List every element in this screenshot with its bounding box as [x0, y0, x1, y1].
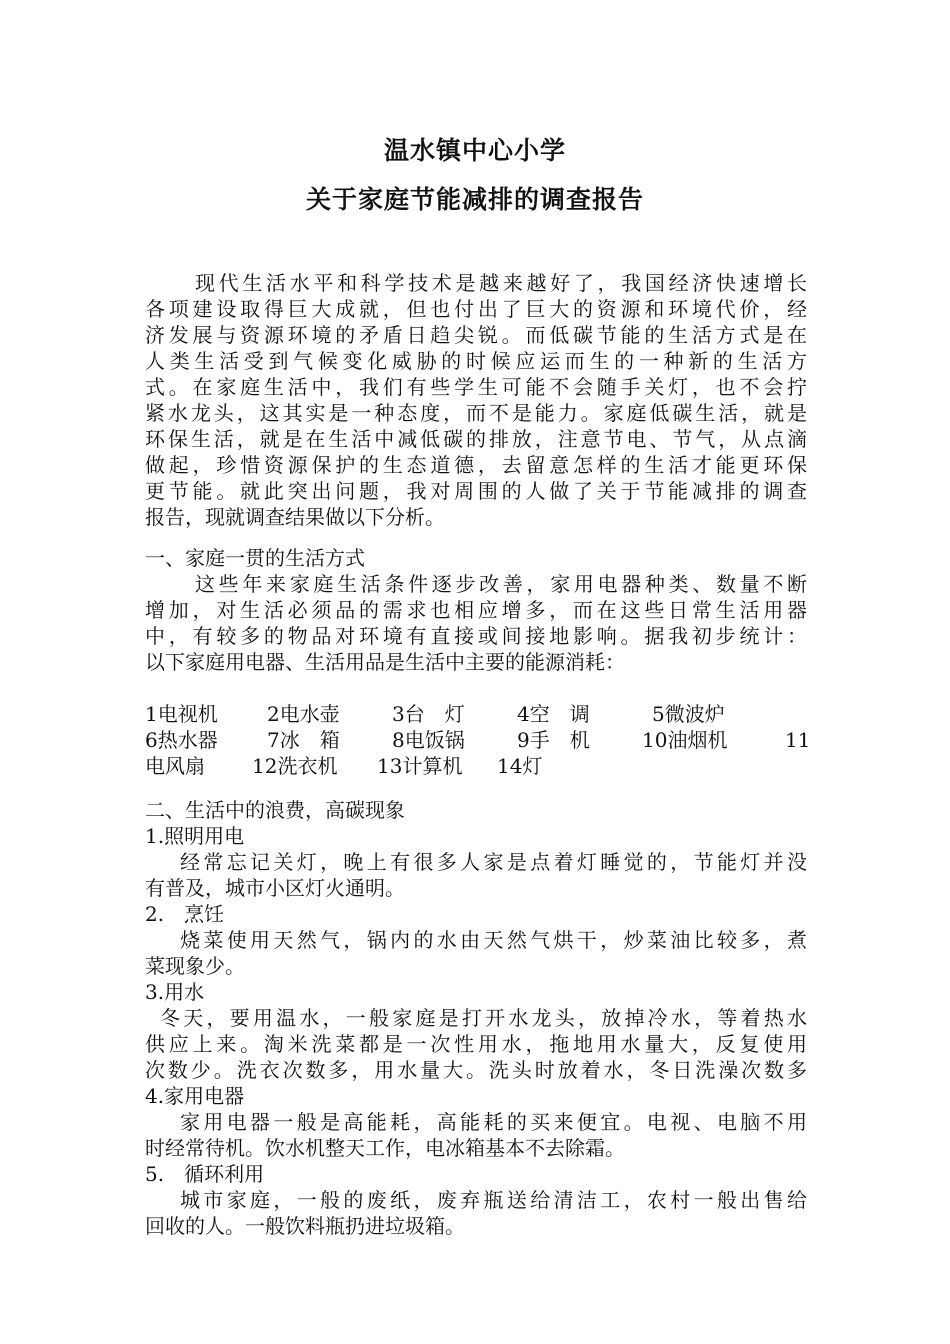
intro-line: 报告，现就调查结果做以下分析。	[145, 505, 445, 529]
section-2	[145, 797, 807, 1239]
appliance-item: 2电水壶	[267, 702, 340, 726]
section-heading: 二、生活中的浪费，高碳现象	[145, 798, 405, 822]
school-name: 温水镇中心小学	[383, 136, 566, 165]
intro-line: 更节能。就此突出问题，我对周围的人做了关于节能减排的调查	[145, 479, 807, 503]
appliance-row	[145, 753, 807, 779]
section-heading: 一、家庭一贯的生活方式	[145, 546, 365, 570]
appliance-item: 6热水器	[145, 728, 218, 752]
appliance-item: 5微波炉	[652, 702, 725, 726]
item-line: 城市家庭，一般的废纸，废弃瓶送给清洁工，农村一般出售给	[180, 1188, 807, 1212]
intro-paragraph	[145, 270, 807, 530]
appliance-item: 1电视机	[145, 702, 218, 726]
section-1	[145, 545, 811, 779]
appliance-item: 10油烟机	[642, 728, 728, 752]
item-line: 次数少。洗衣次数多，用水量大。洗头时放着水，冬日洗澡次数多	[145, 1058, 807, 1082]
item-line: 时经常待机。饮水机整天工作，电冰箱基本不去除霜。	[145, 1136, 625, 1160]
intro-line: 人类生活受到气候变化威胁的时候应运而生的一种新的生活方	[145, 349, 807, 373]
report-title: 关于家庭节能减排的调查报告	[305, 185, 644, 214]
appliance-item: 11	[785, 728, 811, 752]
appliance-item: 9手 机	[517, 728, 590, 752]
item-line: 回收的人。一般饮料瓶扔进垃圾箱。	[145, 1214, 465, 1238]
appliance-item: 14灯	[497, 754, 543, 778]
appliance-item: 7冰 箱	[267, 728, 340, 752]
item-line: 冬天，要用温水，一般家庭是打开水龙头，放掉冷水，等着热水	[160, 1006, 807, 1030]
appliance-row	[145, 727, 811, 753]
item-line: 有普及，城市小区灯火通明。	[145, 876, 405, 900]
section-line: 中，有较多的物品对环境有直接或间接地影响。据我初步统计：	[145, 624, 807, 648]
intro-line: 做起，珍惜资源保护的生态道德，去留意怎样的生活才能更环保	[145, 453, 807, 477]
item-title: 4.家用电器	[145, 1084, 245, 1108]
appliance-item: 12洗衣机	[252, 754, 338, 778]
item-line: 家用电器一般是高能耗，高能耗的买来便宜。电视、电脑不用	[180, 1110, 807, 1134]
intro-line: 各项建设取得巨大成就，但也付出了巨大的资源和环境代价，经	[145, 297, 807, 321]
section-line: 以下家庭用电器、生活用品是生活中主要的能源消耗：	[145, 650, 625, 674]
item-line: 经常忘记关灯，晚上有很多人家是点着灯睡觉的，节能灯并没	[180, 850, 807, 874]
appliance-item: 8电饭锅	[392, 728, 465, 752]
intro-line: 环保生活，就是在生活中减低碳的排放，注意节电、节气，从点滴	[145, 427, 807, 451]
appliance-row	[145, 701, 807, 727]
appliance-item: 13计算机	[377, 754, 463, 778]
item-line: 烧菜使用天然气，锅内的水由天然气烘干，炒菜油比较多，煮	[180, 928, 807, 952]
intro-line: 紧水龙头，这其实是一种态度，而不是能力。家庭低碳生活，就是	[145, 401, 807, 425]
blank-line	[145, 675, 807, 701]
item-line: 菜现象少。	[145, 954, 245, 978]
item-title: 2. 烹饪	[145, 902, 225, 926]
section-line: 增加，对生活必须品的需求也相应增多，而在这些日常生活用器	[145, 598, 807, 622]
appliance-item: 电风扇	[145, 754, 205, 778]
intro-line: 现代生活水平和科学技术是越来越好了，我国经济快速增长	[195, 271, 807, 295]
item-line: 供应上来。淘米洗菜都是一次性用水，拖地用水量大，反复使用	[145, 1032, 807, 1056]
section-line: 这些年来家庭生活条件逐步改善，家用电器种类、数量不断	[195, 572, 807, 596]
intro-line: 式。在家庭生活中，我们有些学生可能不会随手关灯，也不会拧	[145, 375, 807, 399]
item-title: 5. 循环利用	[145, 1162, 265, 1186]
appliance-item: 4空 调	[517, 702, 590, 726]
appliance-item: 3台 灯	[392, 702, 465, 726]
item-title: 1.照明用电	[145, 824, 245, 848]
item-title: 3.用水	[145, 980, 205, 1004]
intro-line: 济发展与资源环境的矛盾日趋尖锐。而低碳节能的生活方式是在	[145, 323, 807, 347]
